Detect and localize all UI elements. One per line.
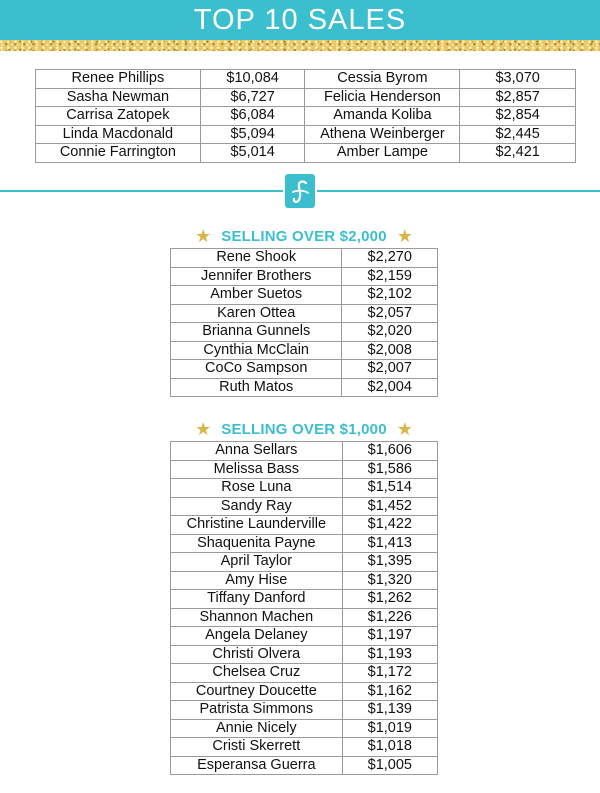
seller-amount: $2,102 [342, 286, 438, 305]
table-row [171, 378, 438, 397]
seller-amount: $5,094 [200, 125, 305, 144]
section-title: SELLING OVER $1,000 [221, 420, 387, 438]
seller-amount: $1,226 [342, 608, 437, 627]
seller-amount: $2,057 [342, 304, 438, 323]
logo-glyph [285, 174, 315, 208]
table-row [36, 88, 576, 107]
table-row [171, 249, 438, 268]
over-2000-table [170, 248, 438, 397]
table-row [171, 571, 438, 590]
seller-amount: $1,514 [342, 479, 437, 498]
seller-amount: $1,005 [342, 756, 437, 775]
table-row [171, 442, 438, 461]
table-row [171, 590, 438, 609]
seller-name: Amy Hise [171, 571, 343, 590]
table-row [171, 701, 438, 720]
table-row [171, 360, 438, 379]
seller-amount: $1,262 [342, 590, 437, 609]
seller-name: Chelsea Cruz [171, 664, 343, 683]
seller-name: Angela Delaney [171, 627, 343, 646]
star-icon: ★ [396, 419, 413, 439]
seller-name: Melissa Bass [171, 460, 343, 479]
seller-name: Sandy Ray [171, 497, 343, 516]
table-row [171, 645, 438, 664]
seller-amount: $3,070 [460, 70, 576, 89]
seller-amount: $1,606 [342, 442, 437, 461]
seller-amount: $1,395 [342, 553, 437, 572]
table-row [171, 267, 438, 286]
seller-amount: $5,014 [200, 144, 305, 163]
seller-amount: $2,159 [342, 267, 438, 286]
seller-amount: $1,172 [342, 664, 437, 683]
seller-amount: $1,193 [342, 645, 437, 664]
seller-name: Linda Macdonald [36, 125, 201, 144]
seller-name: Carrisa Zatopek [36, 107, 201, 126]
table-row [171, 664, 438, 683]
over-2000-body [171, 249, 438, 397]
top10-body [36, 70, 576, 163]
seller-amount: $1,320 [342, 571, 437, 590]
seller-name: Patrista Simmons [171, 701, 343, 720]
table-row [171, 341, 438, 360]
seller-amount: $1,422 [342, 516, 437, 535]
divider-line-right [317, 190, 600, 192]
seller-amount: $2,004 [342, 378, 438, 397]
seller-name: Sasha Newman [36, 88, 201, 107]
table-row [171, 497, 438, 516]
seller-name: Connie Farrington [36, 144, 201, 163]
seller-name: Anna Sellars [171, 442, 343, 461]
over-1000-body [171, 442, 438, 775]
seller-amount: $2,270 [342, 249, 438, 268]
table-row [36, 70, 576, 89]
seller-name: Athena Weinberger [305, 125, 460, 144]
seller-name: CoCo Sampson [171, 360, 342, 379]
seller-amount: $1,197 [342, 627, 437, 646]
seller-amount: $2,020 [342, 323, 438, 342]
seller-amount: $1,413 [342, 534, 437, 553]
divider-line-left [0, 190, 283, 192]
seller-name: Rose Luna [171, 479, 343, 498]
seller-amount: $2,421 [460, 144, 576, 163]
table-row [171, 304, 438, 323]
script-f-logo-icon [285, 174, 315, 208]
table-row [171, 719, 438, 738]
table-row [171, 553, 438, 572]
table-row [171, 608, 438, 627]
seller-name: Renee Phillips [36, 70, 201, 89]
seller-amount: $1,139 [342, 701, 437, 720]
seller-name: Cessia Byrom [305, 70, 460, 89]
table-row [171, 479, 438, 498]
seller-amount: $2,007 [342, 360, 438, 379]
seller-amount: $1,452 [342, 497, 437, 516]
seller-name: Felicia Henderson [305, 88, 460, 107]
table-row [171, 460, 438, 479]
seller-amount: $2,857 [460, 88, 576, 107]
section-heading-over-1000 [170, 419, 438, 439]
section-title: SELLING OVER $2,000 [221, 227, 387, 245]
table-row [36, 125, 576, 144]
seller-amount: $1,586 [342, 460, 437, 479]
seller-name: Karen Ottea [171, 304, 342, 323]
page-title: TOP 10 SALES [193, 3, 407, 36]
star-icon: ★ [195, 419, 212, 439]
top10-table [35, 69, 576, 163]
seller-name: Ruth Matos [171, 378, 342, 397]
seller-name: Brianna Gunnels [171, 323, 342, 342]
table-row [171, 534, 438, 553]
seller-name: April Taylor [171, 553, 343, 572]
seller-name: Jennifer Brothers [171, 267, 342, 286]
seller-name: Amanda Koliba [305, 107, 460, 126]
section-heading-over-2000 [170, 226, 438, 246]
table-row [171, 756, 438, 775]
star-icon: ★ [396, 226, 413, 246]
seller-name: Amber Suetos [171, 286, 342, 305]
seller-amount: $10,084 [200, 70, 305, 89]
header-banner [0, 0, 600, 40]
table-row [36, 107, 576, 126]
seller-name: Cynthia McClain [171, 341, 342, 360]
table-row [171, 323, 438, 342]
star-icon: ★ [195, 226, 212, 246]
table-row [171, 516, 438, 535]
table-row [171, 738, 438, 757]
seller-name: Cristi Skerrett [171, 738, 343, 757]
seller-amount: $1,019 [342, 719, 437, 738]
seller-name: Courtney Doucette [171, 682, 343, 701]
gold-glitter-strip [0, 40, 600, 52]
seller-amount: $2,445 [460, 125, 576, 144]
seller-name: Rene Shook [171, 249, 342, 268]
seller-name: Shaquenita Payne [171, 534, 343, 553]
table-row [171, 627, 438, 646]
seller-amount: $2,008 [342, 341, 438, 360]
over-1000-table [170, 441, 438, 775]
seller-amount: $2,854 [460, 107, 576, 126]
seller-name: Annie Nicely [171, 719, 343, 738]
table-row [171, 682, 438, 701]
seller-amount: $6,084 [200, 107, 305, 126]
seller-amount: $1,162 [342, 682, 437, 701]
seller-name: Shannon Machen [171, 608, 343, 627]
seller-name: Tiffany Danford [171, 590, 343, 609]
seller-name: Esperansa Guerra [171, 756, 343, 775]
table-row [36, 144, 576, 163]
seller-name: Christi Olvera [171, 645, 343, 664]
table-row [171, 286, 438, 305]
seller-name: Christine Launderville [171, 516, 343, 535]
seller-amount: $6,727 [200, 88, 305, 107]
seller-name: Amber Lampe [305, 144, 460, 163]
seller-amount: $1,018 [342, 738, 437, 757]
